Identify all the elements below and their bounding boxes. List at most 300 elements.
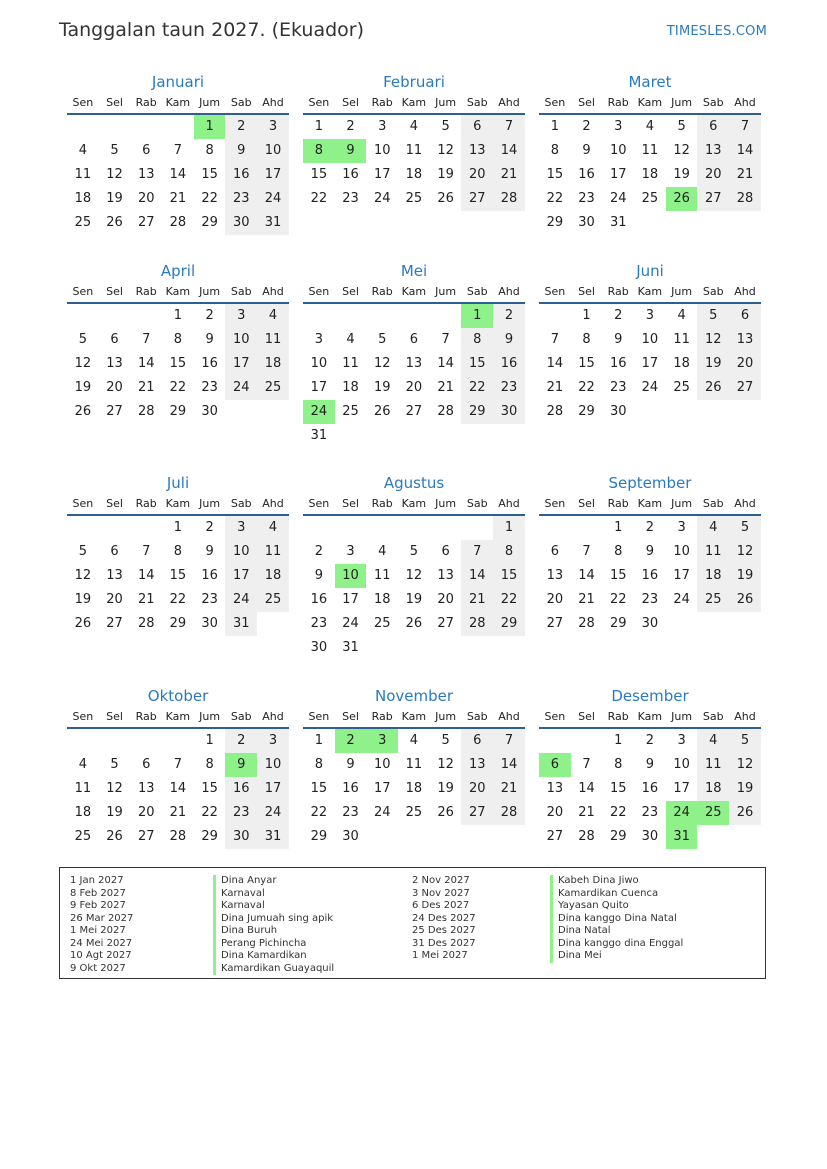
weekday-label: Kam (637, 96, 663, 109)
day-cell: 11 (673, 332, 690, 347)
day-cell: 29 (201, 215, 218, 230)
day-cell: 5 (441, 733, 450, 748)
legend-holiday-name: Perang Pichincha (213, 938, 334, 951)
day-cell: 5 (78, 544, 87, 559)
day-cell: 1 (614, 520, 623, 535)
day-cell: 29 (609, 616, 627, 631)
empty-cell (257, 612, 289, 636)
day-cell: 7 (142, 544, 151, 559)
weekday-label: Rab (135, 285, 157, 298)
day-cell: 23 (310, 616, 328, 631)
weekday-header (303, 282, 525, 304)
legend-holiday-name: Dina Kamardikan (213, 950, 334, 963)
day-cell: 28 (578, 829, 595, 844)
day-cell: 23 (201, 592, 218, 607)
day-cell: 6 (550, 544, 559, 559)
week-row (539, 400, 761, 424)
weekday-label: Sab (230, 497, 252, 510)
empty-cell (398, 636, 430, 660)
day-cell: 17 (225, 564, 257, 588)
empty-cell (666, 612, 698, 636)
legend-dates-right (412, 875, 476, 963)
day-cell: 17 (673, 781, 690, 796)
day-cell: 16 (342, 167, 359, 182)
week-row (539, 304, 761, 328)
day-cell: 10 (673, 757, 690, 772)
day-cell: 7 (582, 544, 591, 559)
empty-cell (303, 304, 335, 328)
day-cell: 26 (437, 805, 454, 820)
day-cell: 11 (74, 167, 92, 182)
day-cell: 4 (677, 308, 686, 323)
week-row (303, 352, 525, 376)
weekday-label: Kam (401, 96, 427, 109)
day-cell: 6 (142, 143, 151, 158)
week-row (67, 729, 289, 753)
day-cell: 20 (729, 352, 761, 376)
weekday-label: Sen (72, 96, 94, 109)
day-cell: 11 (257, 540, 289, 564)
weekday-label: Sel (106, 710, 123, 723)
weekday-label: Jum (435, 497, 457, 510)
week-row (303, 801, 525, 825)
day-cell: 9 (582, 143, 591, 158)
day-cell: 12 (373, 356, 391, 371)
day-cell: 28 (169, 829, 187, 844)
day-cell: 18 (373, 592, 391, 607)
week-row (67, 612, 289, 636)
day-cell: 24 (666, 801, 698, 825)
day-cell: 21 (546, 380, 564, 395)
legend-date: 9 Feb 2027 (70, 900, 126, 911)
day-cell: 30 (225, 211, 257, 235)
day-cell: 18 (342, 380, 359, 395)
weekday-label: Sab (466, 285, 488, 298)
day-cell: 9 (645, 544, 655, 559)
day-cell: 4 (409, 733, 419, 748)
weekday-label: Jum (671, 96, 693, 109)
week-row (67, 304, 289, 328)
week-row (67, 516, 289, 540)
day-cell: 12 (437, 757, 454, 772)
day-cell: 10 (609, 143, 627, 158)
legend-dates-left (70, 875, 133, 975)
day-cell: 11 (373, 568, 391, 583)
day-cell: 18 (697, 777, 729, 801)
month-name: Januari (151, 73, 205, 91)
day-cell: 4 (78, 143, 87, 158)
day-cell: 2 (314, 544, 323, 559)
day-cell: 14 (729, 139, 761, 163)
day-cell: 21 (493, 163, 525, 187)
page-title: Tanggalan taun 2027. (Ekuador) (59, 19, 364, 41)
week-row (303, 564, 525, 588)
day-cell: 24 (257, 801, 289, 825)
day-cell: 28 (169, 215, 187, 230)
day-cell: 8 (303, 139, 335, 163)
day-cell: 10 (225, 328, 257, 352)
day-cell: 10 (257, 753, 289, 777)
day-cell: 7 (461, 540, 493, 564)
day-cell: 19 (697, 352, 729, 376)
weekday-label: Rab (371, 497, 393, 510)
day-cell: 28 (137, 404, 155, 419)
empty-cell (461, 516, 493, 540)
weekday-label: Ahd (498, 497, 520, 510)
weekday-label: Rab (371, 96, 393, 109)
week-row (303, 328, 525, 352)
month-name: April (160, 262, 196, 280)
day-cell: 13 (546, 781, 564, 796)
month-september (539, 472, 761, 636)
day-cell: 24 (342, 616, 359, 631)
day-cell: 20 (405, 380, 423, 395)
day-cell: 25 (697, 588, 729, 612)
day-cell: 19 (437, 167, 454, 182)
day-cell: 9 (614, 332, 623, 347)
day-cell: 25 (697, 801, 729, 825)
weekday-label: Jum (671, 497, 693, 510)
legend-date: 8 Feb 2027 (70, 887, 126, 899)
weekday-label: Ahd (262, 96, 284, 109)
day-cell: 8 (614, 757, 623, 772)
weekday-label: Kam (165, 285, 191, 298)
week-row (303, 304, 525, 328)
day-cell: 6 (110, 544, 119, 559)
day-cell: 7 (729, 115, 761, 139)
day-cell: 10 (335, 564, 367, 588)
day-cell: 12 (106, 781, 123, 796)
week-row (303, 187, 525, 211)
weekday-label: Sel (342, 497, 359, 510)
day-cell: 4 (257, 304, 289, 328)
day-cell: 12 (729, 753, 761, 777)
day-cell: 30 (201, 616, 218, 631)
day-cell: 8 (550, 143, 559, 158)
day-cell: 8 (461, 328, 493, 352)
empty-cell (430, 825, 462, 849)
day-cell: 24 (641, 380, 659, 395)
empty-cell (99, 115, 131, 139)
weekday-label: Sen (72, 710, 94, 723)
day-cell: 16 (201, 568, 218, 583)
day-cell: 6 (142, 757, 151, 772)
day-cell: 15 (609, 781, 627, 796)
weekday-label: Sen (308, 96, 330, 109)
empty-cell (130, 516, 162, 540)
weekday-label: Jum (435, 285, 457, 298)
day-cell: 30 (225, 825, 257, 849)
day-cell: 3 (314, 332, 323, 347)
day-cell: 3 (225, 516, 257, 540)
weekday-label: Jum (435, 710, 457, 723)
day-cell: 27 (137, 829, 155, 844)
empty-cell (697, 400, 729, 424)
empty-cell (539, 516, 571, 540)
month-name: November (374, 687, 454, 705)
day-cell: 5 (110, 757, 119, 772)
day-cell: 27 (546, 829, 564, 844)
day-cell: 3 (257, 729, 289, 753)
day-cell: 26 (74, 616, 92, 631)
day-cell: 3 (346, 544, 355, 559)
day-cell: 27 (546, 616, 564, 631)
empty-cell (398, 825, 430, 849)
week-row (303, 636, 525, 660)
weekday-label: Sen (72, 285, 94, 298)
day-cell: 23 (225, 801, 257, 825)
empty-cell (99, 516, 131, 540)
weekday-label: Sab (466, 710, 488, 723)
day-cell: 22 (609, 592, 627, 607)
empty-cell (335, 304, 367, 328)
day-cell: 1 (461, 304, 493, 328)
empty-cell (130, 729, 162, 753)
weekday-label: Kam (637, 285, 663, 298)
week-row (539, 753, 761, 777)
day-cell: 18 (74, 191, 92, 206)
day-cell: 12 (74, 356, 92, 371)
day-cell: 19 (673, 167, 690, 182)
weekday-header (303, 707, 525, 729)
day-cell: 15 (201, 781, 218, 796)
weekday-label: Sab (230, 285, 252, 298)
day-cell: 24 (609, 191, 627, 206)
week-row (67, 825, 289, 849)
day-cell: 14 (169, 167, 187, 182)
legend-date: 6 Des 2027 (412, 900, 470, 911)
day-cell: 9 (645, 757, 655, 772)
weekday-label: Rab (607, 497, 629, 510)
day-cell: 26 (666, 187, 698, 211)
weekday-header (303, 93, 525, 115)
day-cell: 22 (546, 191, 564, 206)
day-cell: 11 (74, 781, 92, 796)
day-cell: 4 (257, 516, 289, 540)
weekday-label: Sel (342, 285, 359, 298)
weekday-label: Rab (135, 710, 157, 723)
month-name: September (608, 474, 692, 492)
empty-cell (729, 825, 761, 849)
day-cell: 18 (74, 805, 92, 820)
day-cell: 3 (366, 729, 398, 753)
week-row (303, 612, 525, 636)
legend-date: 1 Jan 2027 (70, 875, 124, 886)
day-cell: 3 (257, 115, 289, 139)
weekday-label: Kam (401, 497, 427, 510)
day-cell: 19 (437, 781, 454, 796)
weekday-header (67, 282, 289, 304)
empty-cell (67, 304, 99, 328)
day-cell: 3 (677, 520, 686, 535)
legend-holiday-name: Yayasan Quito (550, 900, 683, 913)
legend-date: 26 Mar 2027 (70, 912, 134, 924)
empty-cell (729, 612, 761, 636)
day-cell: 25 (74, 829, 92, 844)
weekday-label: Sen (308, 285, 330, 298)
day-cell: 2 (205, 520, 214, 535)
day-cell: 19 (729, 777, 761, 801)
day-cell: 2 (493, 304, 525, 328)
week-row (67, 187, 289, 211)
day-cell: 19 (106, 191, 123, 206)
day-cell: 4 (697, 516, 729, 540)
day-cell: 1 (205, 733, 214, 748)
day-cell: 30 (641, 829, 659, 844)
day-cell: 30 (310, 640, 328, 655)
day-cell: 13 (461, 753, 493, 777)
day-cell: 23 (641, 592, 659, 607)
day-cell: 24 (303, 400, 335, 424)
day-cell: 17 (342, 592, 359, 607)
day-cell: 18 (405, 781, 423, 796)
month-mei (303, 260, 525, 448)
day-cell: 25 (257, 588, 289, 612)
day-cell: 12 (729, 540, 761, 564)
weekday-label: Ahd (262, 285, 284, 298)
empty-cell (493, 636, 525, 660)
week-row (539, 777, 761, 801)
empty-cell (539, 729, 571, 753)
day-cell: 15 (578, 356, 595, 371)
day-cell: 5 (78, 332, 87, 347)
day-cell: 19 (74, 380, 92, 395)
weekday-label: Sel (106, 285, 123, 298)
day-cell: 17 (641, 356, 659, 371)
weekday-label: Rab (607, 285, 629, 298)
weekday-label: Jum (199, 497, 221, 510)
day-cell: 1 (173, 520, 183, 535)
day-cell: 4 (645, 119, 655, 134)
day-cell: 20 (137, 805, 155, 820)
day-cell: 17 (225, 352, 257, 376)
legend-holiday-name: Dina Jumuah sing apik (213, 913, 334, 926)
day-cell: 13 (405, 356, 423, 371)
day-cell: 16 (225, 163, 257, 187)
day-cell: 1 (582, 308, 591, 323)
empty-cell (430, 304, 462, 328)
day-cell: 10 (257, 139, 289, 163)
day-cell: 31 (666, 825, 698, 849)
day-cell: 5 (729, 729, 761, 753)
brand-link[interactable]: TIMESLES.COM (666, 24, 767, 39)
day-cell: 28 (729, 187, 761, 211)
holiday-legend (59, 867, 766, 979)
day-cell: 20 (546, 805, 564, 820)
day-cell: 30 (493, 400, 525, 424)
day-cell: 25 (257, 376, 289, 400)
day-cell: 30 (201, 404, 218, 419)
day-cell: 21 (578, 592, 595, 607)
day-cell: 8 (314, 757, 323, 772)
weekday-label: Sab (466, 497, 488, 510)
day-cell: 19 (405, 592, 423, 607)
weekday-label: Ahd (262, 497, 284, 510)
legend-date: 3 Nov 2027 (412, 887, 470, 899)
empty-cell (366, 825, 398, 849)
day-cell: 13 (729, 328, 761, 352)
week-row (539, 115, 761, 139)
day-cell: 22 (169, 592, 187, 607)
day-cell: 15 (169, 356, 187, 371)
day-cell: 10 (225, 540, 257, 564)
day-cell: 19 (729, 564, 761, 588)
day-cell: 8 (582, 332, 591, 347)
legend-holiday-name: Kabeh Dina Jiwo (550, 875, 683, 888)
day-cell: 26 (729, 801, 761, 825)
day-cell: 28 (461, 612, 493, 636)
day-cell: 14 (437, 356, 454, 371)
weekday-label: Ahd (498, 710, 520, 723)
day-cell: 19 (74, 592, 92, 607)
day-cell: 29 (546, 215, 564, 230)
weekday-label: Sen (544, 710, 566, 723)
day-cell: 6 (441, 544, 450, 559)
week-row (539, 328, 761, 352)
day-cell: 31 (257, 825, 289, 849)
weekday-header (67, 707, 289, 729)
day-cell: 20 (106, 380, 123, 395)
legend-holiday-name: Dina Mei (550, 950, 683, 963)
day-cell: 7 (493, 729, 525, 753)
day-cell: 17 (310, 380, 328, 395)
day-cell: 15 (201, 167, 218, 182)
week-row (303, 163, 525, 187)
week-row (303, 588, 525, 612)
day-cell: 23 (225, 187, 257, 211)
day-cell: 8 (614, 544, 623, 559)
week-row (67, 753, 289, 777)
day-cell: 26 (74, 404, 92, 419)
day-cell: 31 (609, 215, 627, 230)
day-cell: 12 (106, 167, 123, 182)
day-cell: 1 (314, 733, 323, 748)
month-name: Maret (628, 73, 672, 91)
month-name: Agustus (383, 474, 445, 492)
day-cell: 4 (409, 119, 419, 134)
empty-cell (430, 424, 462, 448)
day-cell: 27 (437, 616, 454, 631)
weekday-label: Sen (544, 285, 566, 298)
day-cell: 8 (493, 540, 525, 564)
day-cell: 14 (137, 356, 155, 371)
day-cell: 12 (697, 328, 729, 352)
day-cell: 26 (729, 588, 761, 612)
day-cell: 9 (335, 139, 367, 163)
empty-cell (571, 516, 603, 540)
day-cell: 29 (169, 616, 187, 631)
day-cell: 21 (169, 805, 187, 820)
day-cell: 11 (405, 757, 423, 772)
day-cell: 26 (106, 215, 123, 230)
day-cell: 16 (310, 592, 328, 607)
day-cell: 27 (106, 616, 123, 631)
empty-cell (162, 115, 194, 139)
day-cell: 25 (405, 805, 423, 820)
weekday-label: Rab (607, 710, 629, 723)
day-cell: 28 (578, 616, 595, 631)
empty-cell (697, 612, 729, 636)
day-cell: 15 (546, 167, 564, 182)
weekday-label: Sab (702, 285, 724, 298)
day-cell: 15 (461, 352, 493, 376)
day-cell: 20 (546, 592, 564, 607)
day-cell: 13 (461, 139, 493, 163)
day-cell: 25 (342, 404, 359, 419)
day-cell: 31 (310, 428, 328, 443)
day-cell: 24 (373, 191, 391, 206)
week-row (67, 801, 289, 825)
